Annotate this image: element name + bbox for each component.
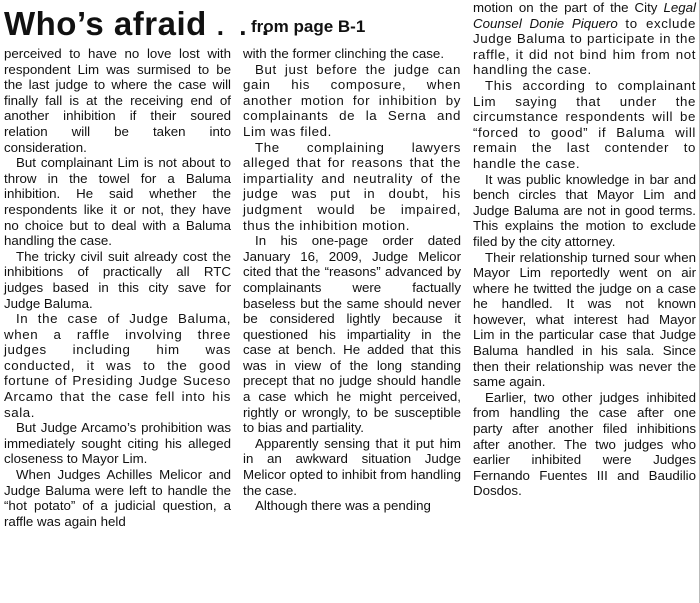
paragraph <box>473 0 696 78</box>
paragraph: But complainant Lim is not about to throw in the towel for a Baluma inhibition. He said whether the respondents like it or not, they have no choice but to deal with a Baluma handling the case. <box>4 155 231 249</box>
paragraph: Earlier, two other judges inhibited from handling the case after one party after another filed inhibitions after another. The two judges who earlier inhibited were Judges Fernando Fuentes III and Baudilio Dosdos. <box>473 389 696 499</box>
paragraph: The complaining lawyers alleged that for reasons that the impartiality and neutrality of the judge was put in doubt, his judgment would be impaired, thus the inhibition motion. <box>243 139 461 233</box>
paragraph: But just before the judge can gain his composure, when another motion for inhibition by complainants de la Serna and Lim was filed. <box>243 61 461 139</box>
column-3 <box>467 0 696 603</box>
paragraph: Their relationship turned sour when Mayor Lim reportedly went on air where he twitted the judge on a case he handled. It was not known however, what interest had Mayor Lim in the particular case that Judge Baluma handled in his sala. Since then their relationship was never the same again. <box>473 249 696 390</box>
paragraph: It was public knowledge in bar and bench circles that Mayor Lim and Judge Baluma are not in good terms. This explains the motion to exclude filed by the city attorney. <box>473 171 696 249</box>
paragraph: In the case of Judge Baluma, when a raffle involving three judges including him was conducted, it was to the good fortune of Presiding Judge Suceso Arcamo that the case fell into his sala. <box>4 311 231 420</box>
headline-ellipsis: . . . <box>216 11 273 41</box>
text-run-italic: Legal Counsel Donie Piquero <box>473 0 696 31</box>
paragraph: But Judge Arcamo’s prohibition was immediately sought citing his alleged closeness to Mayor Lim. <box>4 420 231 467</box>
paragraph: The tricky civil suit already cost the inhibitions of practically all RTC judges based in this city save for Judge Baluma. <box>4 248 231 311</box>
article-columns <box>4 0 696 603</box>
column-2 <box>237 0 467 603</box>
paragraph: with the former clinching the case. <box>243 46 445 61</box>
paragraph: Although there was a pending <box>255 498 431 514</box>
column-1 <box>4 0 273 603</box>
text-run: to exclude Judge Baluma to participate in the raffle, it did not bind him from not handling the case. <box>473 15 697 78</box>
text-run: motion on the part of the City <box>473 0 658 15</box>
paragraph: perceived to have no love lost with respondent Lim was surmised to be the last judge to where the case will finally fall is at the receiving end of another inhibition if their soured relation will be taken into consideration. <box>4 46 231 155</box>
paragraph: This according to complainant Lim saying that under the circumstance respondents will be “forced to good” if Baluma will remain the last contender to handle the case. <box>473 77 696 171</box>
paragraph: When Judges Achilles Melicor and Judge Baluma were left to handle the “hot potato” of a judicial question, a raffle was again held <box>4 467 231 529</box>
headline-continuation: from page B-1 <box>251 17 366 36</box>
headline-title: Who’s afraid <box>4 5 207 42</box>
paragraph: In his one-page order dated January 16, 2009, Judge Melicor cited that the “reasons” advanced by complainants were factually baseless but the same should never be considered lightly because it questioned his impartiality in the case at bench. He added that this was in view of the long standing precept that no judge should handle a case which he might perceived, rightly or wrongly, to be susceptible to bias and partiality. <box>243 233 461 436</box>
headline <box>4 0 273 44</box>
headline-continued <box>243 0 461 44</box>
paragraph: Apparently sensing that it put him in an awkward situation Judge Melicor opted to inhibit from handling the case. <box>243 435 461 498</box>
